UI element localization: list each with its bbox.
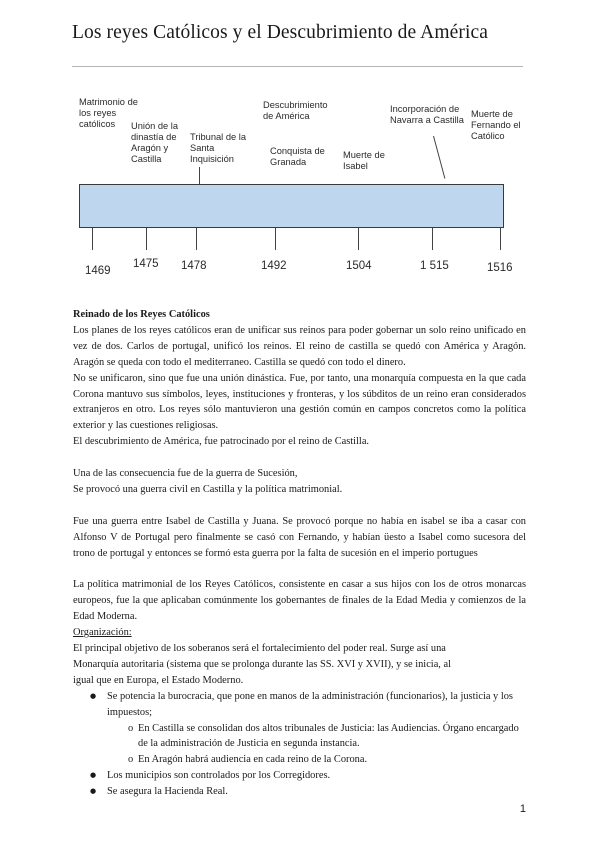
timeline [0, 0, 600, 300]
timeline-event-label: Descubrimiento de América [263, 100, 328, 121]
sub-list [128, 721, 526, 769]
paragraph-line: igual que en Europa, el Estado Moderno. [73, 674, 244, 686]
paragraph: El descubrimiento de América, fue patrocinado por el reino de Castilla. [73, 436, 370, 448]
timeline-event-label: Incorporación de Navarra a Castilla [390, 104, 464, 125]
page-title: Los reyes Católicos y el Descubrimiento de América [72, 22, 489, 43]
paragraph: Los planes de los reyes católicos eran de unificar sus reinos para poder gobernar un solo reino unificado en vez de dos. Carlos de portugal, unificó los reinos. El reino de castilla se quedó con América y Aragón. Aragón se queda con todo el mediterraneo. Castilla se quedó con todo el dinero. [73, 324, 526, 368]
timeline-bar [79, 184, 504, 228]
list-item [90, 689, 526, 769]
list-item-text: Se potencia la burocracia, que pone en manos de la administración (funcionarios), la justicia y los impuestos; [107, 690, 513, 718]
timeline-year: 1504 [346, 260, 372, 272]
document-body [73, 307, 526, 800]
paragraph: La política matrimonial de los Reyes Católicos, consistente en casar a sus hijos con los de otros monarcas europeos, fue la que aplicaban comúnmente los gobernantes de finales de la Edad Media y comienzos de la Edad Moderna. [73, 579, 526, 623]
paragraph: Fue una guerra entre Isabel de Castilla y Juana. Se provocó porque no había en isabel se iba a casar con Alfonso V de Portugal pero finalmente se casó con Fernando, y habían üesto a Isabel como sucesora del trono de portugal y entonces se formó esta guerra por la falta de sucesión en el imperio portugues [73, 515, 526, 559]
timeline-event-label: Muerte de Isabel [343, 150, 385, 171]
list-item: ● Se asegura la Hacienda Real. [90, 784, 526, 800]
timeline-year: 1478 [181, 260, 207, 272]
timeline-tick [500, 228, 501, 250]
page-number: 1 [519, 803, 526, 815]
timeline-year: 1469 [85, 265, 111, 277]
sub-list-item: o En Aragón habrá audiencia en cada reino de la Corona. [128, 752, 526, 768]
list-item: ● Los municipios son controlados por los Corregidores. [90, 768, 526, 784]
sub-list-item: o En Castilla se consolidan dos altos tribunales de Justicia: las Audiencias. Órgano encargado de la administración de Justicia en segunda instancia. [128, 721, 526, 753]
timeline-event-label: Tribunal de la Santa Inquisición [190, 132, 246, 164]
bullet-list [90, 689, 526, 800]
timeline-event-label: Conquista de Granada [270, 146, 325, 167]
timeline-tick [196, 228, 197, 250]
paragraph-line: Una de las consecuencia fue de la guerra de Sucesión, [73, 468, 298, 480]
paragraph: No se unificaron, sino que fue una unión dinástica. Fue, por tanto, una monarquía compuesta en la que cada Corona mantuvo sus símbolos, leyes, instituciones y fronteras, y los súbditos de un reino eran considerados extranjeros en otro. Los reyes sólo mantuvieron una gestión común en campos concretos como la política exterior y las cuestiones religiosas. [73, 372, 526, 432]
paragraph-line: Se provocó una guerra civil en Castilla y la política matrimonial. [73, 483, 343, 495]
paragraph-line: El principal objetivo de los soberanos será el fortalecimiento del poder real. Surge así una [73, 642, 446, 654]
timeline-tick [199, 167, 200, 184]
timeline-tick [275, 228, 276, 250]
timeline-tick [432, 228, 433, 250]
timeline-tick [358, 228, 359, 250]
section-heading: Reinado de los Reyes Católicos [73, 309, 210, 320]
timeline-event-label: Matrimonio de los reyes católicos [79, 97, 138, 129]
timeline-tick [433, 136, 445, 179]
timeline-event-label: Muerte de Fernando el Católico [471, 109, 521, 141]
timeline-event-label: Unión de la dinastía de Aragón y Castilla [131, 121, 179, 164]
timeline-year: 1516 [487, 262, 513, 274]
timeline-year: 1492 [261, 260, 287, 272]
timeline-tick [146, 228, 147, 250]
section-heading: Organización: [73, 627, 132, 639]
timeline-year: 1 515 [420, 260, 449, 272]
paragraph-line: Monarquía autoritaria (sistema que se prolonga durante las SS. XVI y XVII), y se inicia, al [73, 658, 451, 670]
timeline-tick [92, 228, 93, 250]
timeline-year: 1475 [133, 258, 159, 270]
